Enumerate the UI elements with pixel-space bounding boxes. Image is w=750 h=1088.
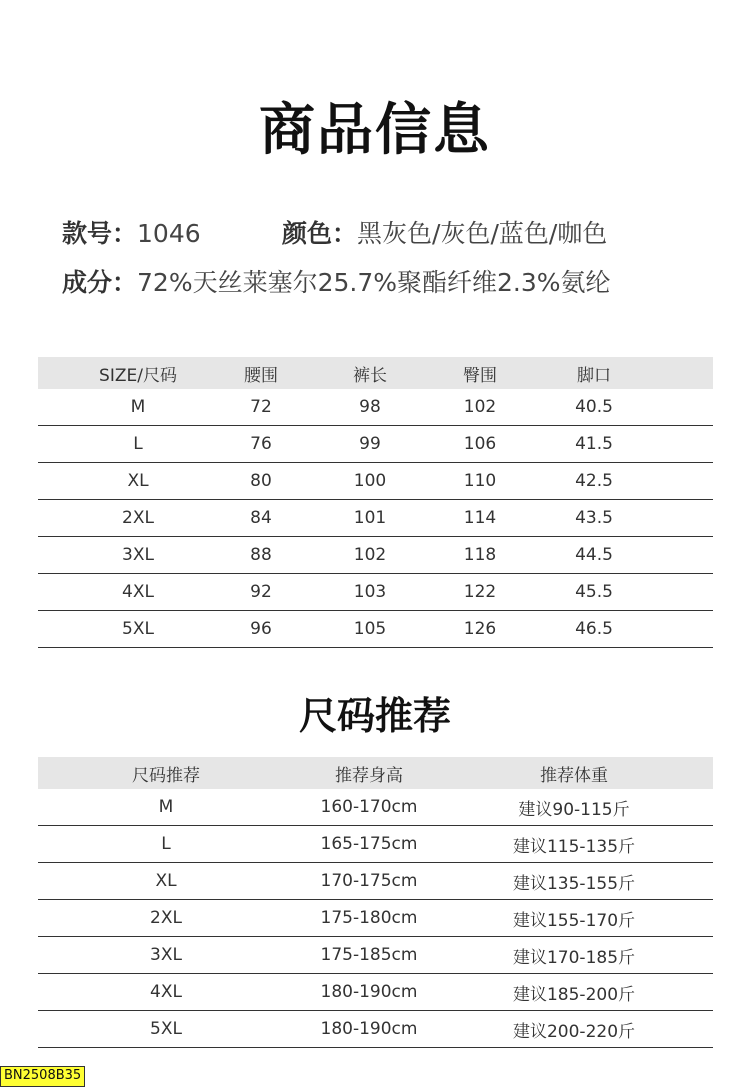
recommend-title: 尺码推荐	[298, 694, 451, 738]
table-cell: 99	[359, 434, 381, 454]
table-cell: 2XL	[150, 908, 182, 928]
table-cell: 45.5	[575, 582, 613, 602]
table-row	[38, 900, 713, 937]
table-cell: 41.5	[575, 434, 613, 454]
table-cell: L	[161, 834, 171, 854]
table-cell: 80	[250, 471, 272, 491]
table-cell: 4XL	[122, 582, 154, 602]
table-row	[38, 574, 713, 611]
table-cell: 98	[359, 397, 381, 417]
table-cell: 5XL	[122, 619, 154, 639]
table-row	[38, 500, 713, 537]
table-cell: 46.5	[575, 619, 613, 639]
recommend-table	[38, 757, 713, 1048]
table-cell: 建议170-185斤	[512, 947, 636, 968]
table-cell: 175-185cm	[320, 945, 418, 965]
table-cell: 建议185-200斤	[512, 984, 636, 1005]
table-cell: XL	[155, 871, 177, 891]
header-rec-size: 尺码推荐	[132, 765, 200, 786]
table-cell: 180-190cm	[320, 1019, 418, 1039]
table-row	[38, 463, 713, 500]
table-cell: 44.5	[575, 545, 613, 565]
table-cell: 76	[250, 434, 272, 454]
header-waist: 腰围	[244, 365, 278, 386]
table-cell: 建议135-155斤	[512, 873, 636, 894]
table-cell: 3XL	[122, 545, 154, 565]
table-cell: M	[158, 797, 174, 817]
table-cell: 建议90-115斤	[518, 799, 630, 820]
table-cell: 126	[463, 619, 497, 639]
table-cell: 92	[250, 582, 272, 602]
table-cell: 42.5	[575, 471, 613, 491]
table-cell: 4XL	[150, 982, 182, 1002]
table-cell: 180-190cm	[320, 982, 418, 1002]
color-label: 颜色：	[282, 219, 358, 248]
color-info	[282, 214, 607, 250]
table-cell: 88	[250, 545, 272, 565]
table-row	[38, 1011, 713, 1048]
recommend-table-header	[38, 757, 713, 789]
table-row	[38, 826, 713, 863]
table-cell: 110	[463, 471, 497, 491]
header-rec-weight: 推荐体重	[540, 765, 608, 786]
table-cell: 建议200-220斤	[512, 1021, 636, 1042]
style-label: 款号：	[62, 219, 138, 248]
table-row	[38, 426, 713, 463]
header-hip: 臀围	[463, 365, 497, 386]
table-row	[38, 611, 713, 648]
composition-line	[62, 263, 611, 299]
table-cell: 40.5	[575, 397, 613, 417]
product-code-badge: BN2508B35	[0, 1066, 85, 1087]
table-cell: 100	[353, 471, 387, 491]
table-cell: 103	[353, 582, 387, 602]
table-cell: 170-175cm	[320, 871, 418, 891]
table-cell: 2XL	[122, 508, 154, 528]
table-cell: M	[130, 397, 146, 417]
header-rec-height: 推荐身高	[335, 765, 403, 786]
table-cell: 102	[463, 397, 497, 417]
style-value: 1046	[137, 219, 201, 248]
size-table	[38, 357, 713, 648]
style-color-line	[62, 214, 608, 250]
table-cell: L	[133, 434, 143, 454]
header-hem: 脚口	[577, 365, 611, 386]
size-table-header	[38, 357, 713, 389]
table-cell: 160-170cm	[320, 797, 418, 817]
table-cell: 118	[463, 545, 497, 565]
table-row	[38, 937, 713, 974]
table-cell: 5XL	[150, 1019, 182, 1039]
table-cell: 96	[250, 619, 272, 639]
table-cell: XL	[127, 471, 149, 491]
table-row	[38, 789, 713, 826]
header-length: 裤长	[353, 365, 387, 386]
table-cell: 建议115-135斤	[512, 836, 636, 857]
table-cell: 3XL	[150, 945, 182, 965]
composition-label: 成分：	[62, 268, 138, 297]
table-cell: 175-180cm	[320, 908, 418, 928]
table-cell: 122	[463, 582, 497, 602]
table-cell: 165-175cm	[320, 834, 418, 854]
page-title: 商品信息	[259, 98, 491, 163]
table-row	[38, 974, 713, 1011]
table-row	[38, 863, 713, 900]
table-cell: 建议155-170斤	[512, 910, 636, 931]
table-cell: 72	[250, 397, 272, 417]
table-cell: 106	[463, 434, 497, 454]
table-cell: 101	[353, 508, 387, 528]
table-cell: 102	[353, 545, 387, 565]
table-row	[38, 537, 713, 574]
table-cell: 43.5	[575, 508, 613, 528]
table-cell: 84	[250, 508, 272, 528]
header-size: SIZE/尺码	[99, 365, 177, 386]
composition-value: 72%天丝莱塞尔25.7%聚酯纤维2.3%氨纶	[137, 268, 611, 297]
color-value: 黑灰色/灰色/蓝色/咖色	[357, 219, 608, 248]
table-cell: 105	[353, 619, 387, 639]
table-cell: 114	[463, 508, 497, 528]
table-row	[38, 389, 713, 426]
